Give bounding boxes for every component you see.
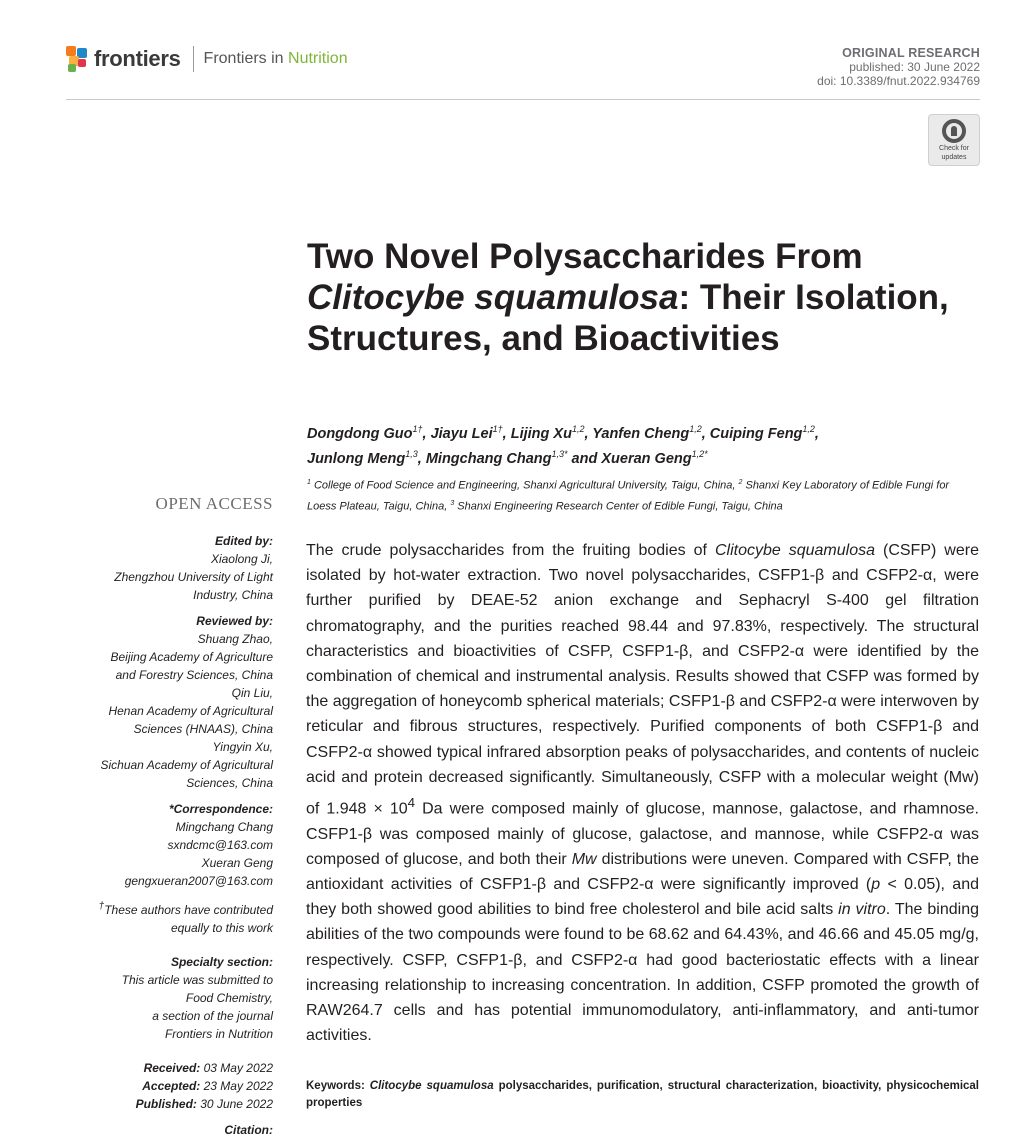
reviewer-affiliation: Sciences, China [186, 776, 273, 790]
journal-prefix: Frontiers in [203, 50, 289, 67]
author[interactable]: Dongdong Guo$^{1\dagger}$ [307, 424, 423, 442]
correspondence-heading: *Correspondence: [168, 802, 273, 816]
article-info-sidebar [73, 532, 273, 1139]
edited-by-heading: Edited by: [214, 534, 273, 548]
editor-affiliation: Zhengzhou University of Light [114, 570, 273, 584]
correspondent-email[interactable]: gengxueran2007@163.com [124, 874, 273, 888]
keywords-label: Keywords: [306, 1080, 370, 1092]
specialty-line: This article was submitted to [121, 973, 273, 987]
reviewer-affiliation: Sciences (HNAAS), China [133, 722, 273, 736]
citation-heading: Citation: [224, 1123, 273, 1137]
author[interactable]: Xueran Geng$^{1,2*}$ [601, 448, 708, 467]
keywords [306, 1078, 979, 1112]
check-updates-label-2: updates [941, 154, 967, 161]
editor-affiliation: Industry, China [193, 588, 273, 602]
specialty-line: Frontiers in Nutrition [164, 1027, 273, 1041]
check-for-updates-button[interactable] [928, 114, 980, 166]
logo-wordmark: frontiers [94, 46, 181, 71]
reviewer-affiliation: Sichuan Academy of Agricultural [100, 758, 273, 772]
keywords-rest: polysaccharides, purification, structural characterization, bioactivity, physicochemical properties [306, 1080, 979, 1109]
reviewer-name[interactable]: Yingyin Xu, [212, 740, 273, 754]
author[interactable]: Yanfen Cheng$^{1,2}$ [592, 424, 702, 442]
specialty-line: Food Chemistry, [185, 991, 273, 1005]
published-date-sidebar: Published: 30 June 2022 [135, 1097, 273, 1111]
correspondent-name: Mingchang Chang [175, 820, 273, 834]
correspondent-email[interactable]: sxndcmc@163.com [167, 838, 273, 852]
doi[interactable]: doi: 10.3389/fnut.2022.934769 [817, 74, 980, 88]
equal-contribution-note: †These authors have contributed [98, 901, 273, 917]
article-title [307, 236, 957, 359]
header-divider [66, 99, 980, 100]
frontiers-logo[interactable] [66, 46, 348, 72]
check-updates-icon [942, 119, 966, 143]
published-date: published: 30 June 2022 [849, 60, 980, 74]
accepted-date: Accepted: 23 May 2022 [142, 1079, 273, 1093]
author[interactable]: Junlong Meng$^{1,3}$ [307, 448, 418, 467]
reviewer-name[interactable]: Shuang Zhao, [197, 632, 273, 646]
title-part1: Two Novel Polysaccharides From [307, 237, 863, 276]
title-part2: : Their Isolation, Structures, and Bioactivities [307, 278, 949, 358]
specialty-line: a section of the journal [152, 1009, 273, 1023]
page-header [66, 44, 980, 100]
reviewed-by-heading: Reviewed by: [196, 614, 273, 628]
journal-name[interactable] [204, 50, 348, 68]
correspondent-name: Xueran Geng [201, 856, 273, 870]
reviewer-name[interactable]: Qin Liu, [231, 686, 273, 700]
specialty-heading: Specialty section: [170, 955, 273, 969]
journal-accent: Nutrition [288, 50, 348, 67]
open-access-label: OPEN ACCESS [155, 494, 273, 513]
reviewer-affiliation: and Forestry Sciences, China [115, 668, 273, 682]
reviewer-affiliation: Beijing Academy of Agriculture [110, 650, 273, 664]
reviewer-affiliation: Henan Academy of Agricultural [108, 704, 273, 718]
article-meta [817, 46, 980, 88]
author-list: Dongdong Guo$^{1\dagger}$, Jiayu Lei$^{1\dagger}$, Lijing Xu$^{1,2}$, Yanfen Cheng$^{1,2}$, Cuiping Feng$^{1,2}$, Junlong Meng$^{1,3}$, Mingchang Chang$^{1,3*}$ and Xueran Geng$^{1,2*}$ [307, 424, 819, 467]
received-date: Received: 03 May 2022 [143, 1061, 273, 1075]
logo-divider [193, 46, 194, 72]
frontiers-logo-icon [66, 46, 88, 72]
title-italic: Clitocybe squamulosa [307, 278, 679, 317]
equal-contribution-note: equally to this work [170, 921, 273, 935]
author[interactable]: Mingchang Chang$^{1,3*}$ [425, 448, 568, 467]
author[interactable]: Jiayu Lei$^{1\dagger}$ [430, 424, 503, 442]
check-updates-label-1: Check for [939, 145, 969, 152]
editor-name[interactable]: Xiaolong Ji, [210, 552, 273, 566]
author[interactable]: Lijing Xu$^{1,2}$ [510, 424, 585, 442]
abstract-text: The crude polysaccharides from the fruiting bodies of Clitocybe squamulosa (CSFP) were isolated by hot-water extraction. Two novel polysaccharides, CSFP1-β and CSFP2-α, were further purified by DEAE-52 anion exchange and Sephacryl S-400 gel filtration chromatography, and the purities reached 98.44 and 97.83%, respectively. The structural characteristics and bioactivities of CSFP, CSFP1-β, and CSFP2-α were identified by the combination of chemical and instrumental analysis. Results showed that CSFP was formed by the aggregation of honeycomb spherical materials; CSFP1-β and CSFP2-α were interwoven by reticular and fibrous structures, respectively. Purified components of both CSFP1-β and CSFP2-α showed typical infrared absorption peaks of polysaccharides, and contents of nucleic acid and protein decreased significantly. Simultaneously, CSFP with a molecular weight (Mw) of $1.948 \times 10^4$ Da were composed mainly of glucose, mannose, galactose, and rhamnose. CSFP1-β was composed mainly of glucose, galactose, and mannose, while CSFP2-α was composed of glucose, and both their Mw distributions were uneven. Compared with CSFP, the antioxidant activities of CSFP1-β and CSFP2-α were significantly improved (p < 0.05), and they both showed good abilities to bind free cholesterol and bile acid salts in vitro. The binding abilities of the two compounds were found to be 68.62 and 64.43%, and 46.66 and 45.05 mg/g, respectively. CSFP, CSFP1-β, and CSFP2-α had good bacteriostatic effects with a linear increasing relationship to increasing concentration. In addition, CSFP promoted the growth of RAW264.7 cells and has potential immunomodulatory, anti-inflammatory, and anti-tumor activities. [306, 542, 980, 1045]
affiliations: $^1$ College of Food Science and Engineering, Shanxi Agricultural University, Taigu, China, $^2$ Shanxi Key Laboratory of Edible Fungi for Loess Plateau, Taigu, China, $^3$ Shanxi Engineering Research Center of Edible Fungi, Taigu, China [307, 479, 950, 513]
author[interactable]: Cuiping Feng$^{1,2}$ [709, 424, 815, 442]
article-type: ORIGINAL RESEARCH [842, 46, 980, 60]
keyword-italic: Clitocybe squamulosa [369, 1080, 494, 1092]
